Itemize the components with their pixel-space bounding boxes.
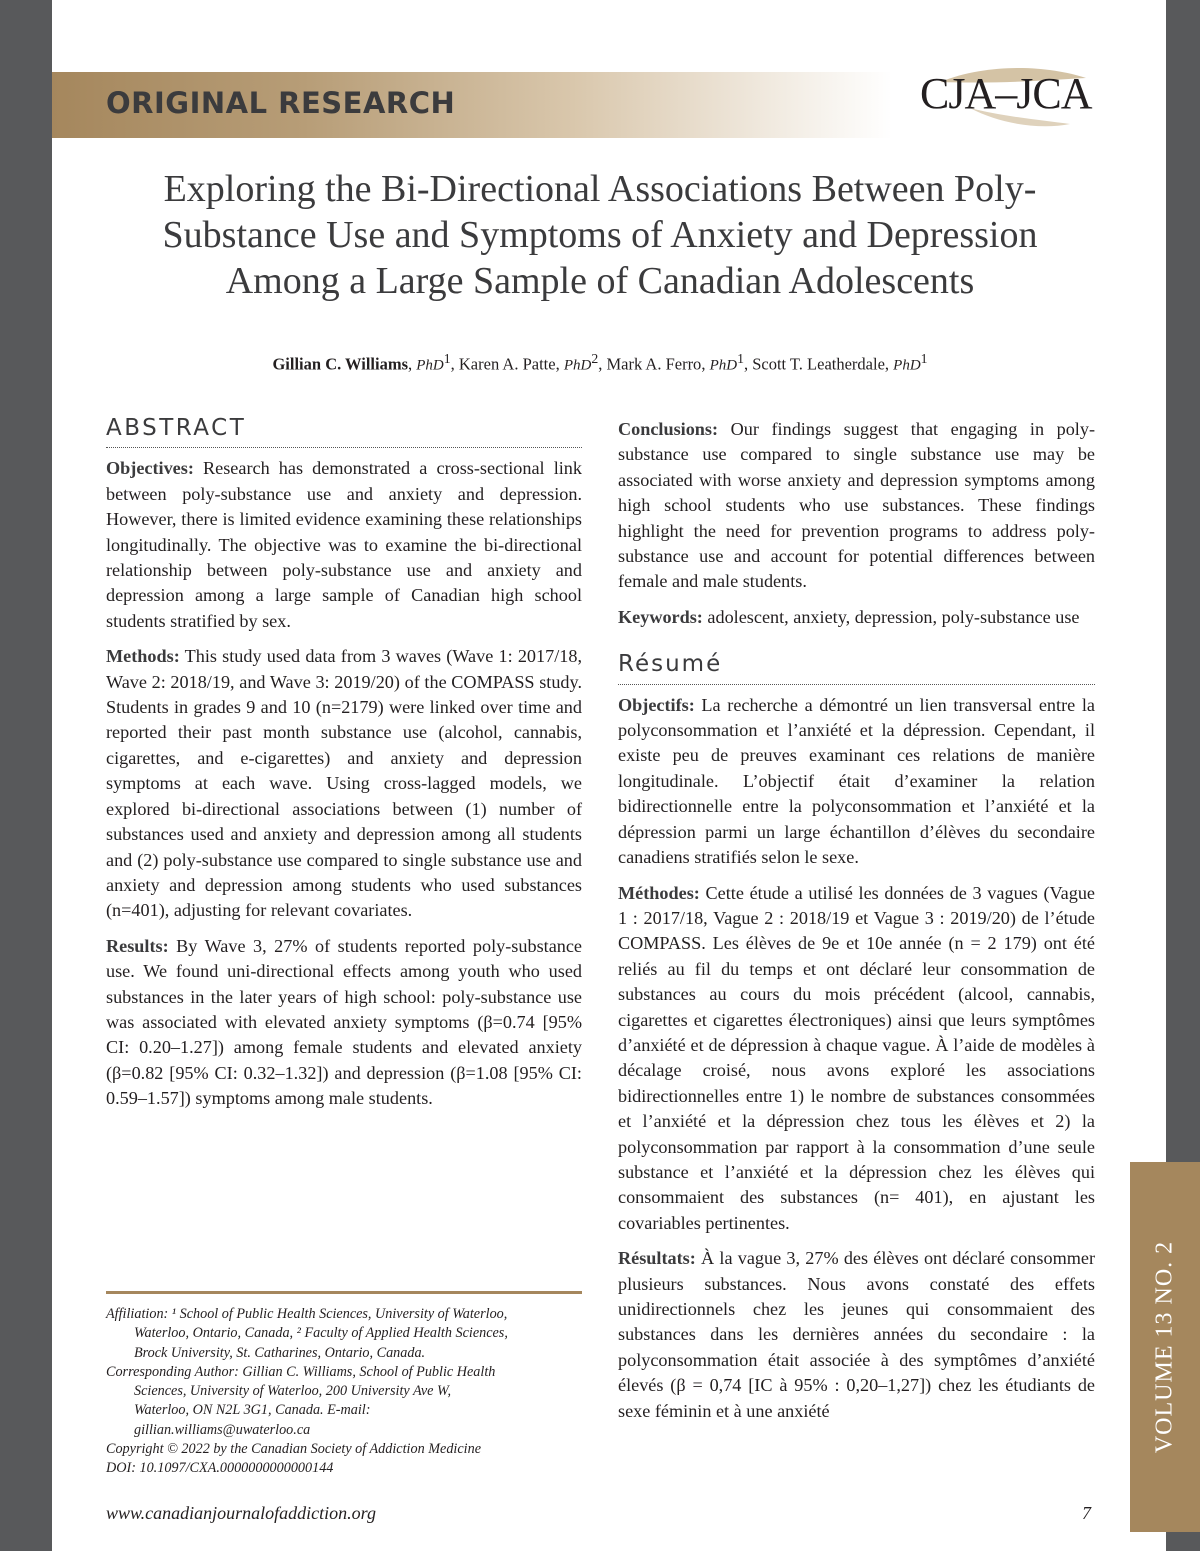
page-number: 7 (1082, 1503, 1091, 1523)
journal-website-link[interactable]: www.canadianjournalofaddiction.org (106, 1503, 377, 1523)
abstract-objectives (106, 456, 582, 634)
methodes-label: Méthodes: (618, 882, 700, 903)
objectifs-label: Objectifs: (618, 694, 695, 715)
corresponding-author-line: Corresponding Author: Gillian C. Williams, School of Public Health (106, 1363, 496, 1380)
author-affiliation-mark: 1 (443, 351, 451, 366)
abstract-heading: ABSTRACT (106, 416, 582, 448)
abstract-methods (106, 644, 582, 923)
author-name: Scott T. Leatherdale (752, 354, 885, 374)
copyright-line: Copyright © 2022 by the Canadian Society of Addiction Medicine (106, 1441, 481, 1458)
abstract-keywords (618, 605, 1095, 630)
author-affiliation-mark: 2 (591, 351, 599, 366)
resume-objectifs (618, 693, 1095, 871)
doi-line: DOI: 10.1097/CXA.0000000000000144 (106, 1460, 334, 1477)
objectives-label: Objectives: (106, 458, 194, 479)
results-text: By Wave 3, 27% of students reported poly-substance use. We found uni-directional effects among youth who used substances in the later years of high school: poly-substance use was associated with elevated anxiety symptoms (β=0.74 [95% CI: 0.20–1.27]) among female students and elevated anxiety (β=0.82 [95% CI: 0.32–1.32]) and depression (β=1.08 [95% CI: 0.59–1.57]) symptoms among male students. (106, 935, 583, 1109)
affiliation-line: Brock University, St. Catharines, Ontario, Canada. (134, 1344, 426, 1361)
corresponding-author-line: Sciences, University of Waterloo, 200 University Ave W, (134, 1383, 452, 1400)
left-column (106, 416, 582, 1122)
affiliation-block (106, 1305, 582, 1479)
section-banner-label: ORIGINAL RESEARCH (106, 86, 456, 120)
objectives-text: Research has demonstrated a cross-sectional link between poly-substance use and anxiety and depression. However, there is limited evidence examining these relationships longitudinally. The objective was to examine the bi-directional relationship between poly-substance use and anxiety and depression among a large sample of Canadian high school students stratified by sex. (106, 458, 582, 631)
abstract-results (106, 934, 582, 1112)
objectifs-text: La recherche a démontré un lien transversal entre la polyconsommation et l’anxiété et la dépression. Cependant, il existe peu de preuves examinant ces relations de manière longitudinale. L’objectif était d’examiner la relation bidirectionnelle entre la polyconsommation et l’anxiété et la dépression parmi un large échantillon d’élèves du secondaire canadiens stratifiés selon le sexe. (618, 694, 1095, 868)
author-degree: PhD (416, 357, 444, 374)
author-name: Karen A. Patte (458, 354, 556, 374)
left-margin-bar (0, 0, 52, 1551)
corresponding-author-email[interactable]: gillian.williams@uwaterloo.ca (134, 1421, 311, 1438)
author-degree: PhD (709, 357, 738, 374)
journal-logo: CJA–JCA (920, 69, 1092, 118)
author-name: Mark A. Ferro (606, 354, 702, 374)
resume-methodes (618, 881, 1095, 1237)
methods-label: Methods: (106, 646, 180, 667)
volume-tab-label: VOLUME 13 NO. 2 (1151, 1240, 1178, 1454)
author-list: Gillian C. Williams, PhD$^1$, Karen A. Patte, PhD$^2$, Mark A. Ferro, PhD$^1$, Scott T. Leatherdale, PhD$^1$ (272, 351, 928, 374)
article-title: Exploring the Bi-Directional Associations Between Poly-Substance Use and Symptoms of Anxiety and Depression Among a Large Sample of Canadian Adolescents (162, 168, 1038, 302)
author-degree: PhD (563, 357, 592, 374)
conclusions-label: Conclusions: (618, 419, 719, 439)
affiliation-line: Waterloo, Ontario, Canada, ² Faculty of Applied Health Sciences, (134, 1325, 508, 1342)
methods-text: This study used data from 3 waves (Wave 1: 2017/18, Wave 2: 2018/19, and Wave 3: 2019/20) of the COMPASS study. Students in grades 9 and 10 (n=2179) were linked over time and reported their past month substance use (alcohol, cannabis, cigarettes, and e-cigarettes) and anxiety and depression symptoms at each wave. Using cross-lagged models, we explored bi-directional associations between (1) number of substances used and anxiety and depression among all students and (2) poly-substance use compared to single substance use and anxiety and depression among students who used substances (n=401), adjusting for relevant covariates. (106, 646, 583, 921)
author-name: Gillian C. Williams (272, 354, 409, 374)
methodes-text: Cette étude a utilisé les données de 3 vagues (Vague 1 : 2017/18, Vague 2 : 2018/19 et Vague 3 : 2019/20) de l’étude COMPASS. Les élèves de 9e et 10e année (n = 2 179) ont été reliés au fil du temps et ont déclaré leur consommation de substances au cours du mois précédent (alcool, cannabis, cigarettes et cigarettes électroniques) ainsi que leurs symptômes d’anxiété et de dépression à chaque vague. À l’aide de modèles à décalage croisé, nous avons exploré les associations bidirectionnelles entre 1) le nombre de substances consommées et l’anxiété et la dépression chez tous les élèves et 2) la polyconsommation par rapport à la consommation d’une seule substance et l’anxiété et la dépression chez les élèves qui consommaient des substances (n= 401), en ajustant les covariables pertinentes. (618, 882, 1096, 1233)
keywords-label: Keywords: (618, 606, 703, 627)
resultats-label: Résultats: (618, 1248, 696, 1269)
affiliation-divider (106, 1291, 582, 1294)
results-label: Results: (106, 935, 169, 956)
resultats-text: À la vague 3, 27% des élèves ont déclaré consommer plusieurs substances. Nous avons constaté des effets unidirectionnels chez les jeunes qui consommaient des substances dans les dernières années du secondaire : la polyconsommation était associée à des symptômes d’anxiété élevés (β = 0,74 [IC à 95% : 0,20–1,27]) chez les étudiants de sexe féminin et à une anxiété (618, 1248, 1095, 1421)
resume-heading: Résumé (618, 652, 1095, 684)
resume-resultats (618, 1246, 1095, 1424)
conclusions-text: Our findings suggest that engaging in poly-substance use compared to single substance use may be associated with worse anxiety and depression symptoms among high school students who use substances. These findings highlight the need for prevention programs to address poly-substance use and account for potential differences between female and male students. (618, 419, 1095, 592)
corresponding-author-line: Waterloo, ON N2L 3G1, Canada. E-mail: (134, 1402, 371, 1419)
author-affiliation-mark: 1 (920, 351, 928, 366)
abstract-conclusions (618, 417, 1095, 595)
right-column (618, 417, 1095, 1434)
author-affiliation-mark: 1 (737, 351, 744, 366)
keywords-text: adolescent, anxiety, depression, poly-substance use (707, 606, 1080, 627)
author-degree: PhD (893, 357, 921, 374)
affiliation-line: Affiliation: ¹ School of Public Health Sciences, University of Waterloo, (106, 1306, 508, 1322)
